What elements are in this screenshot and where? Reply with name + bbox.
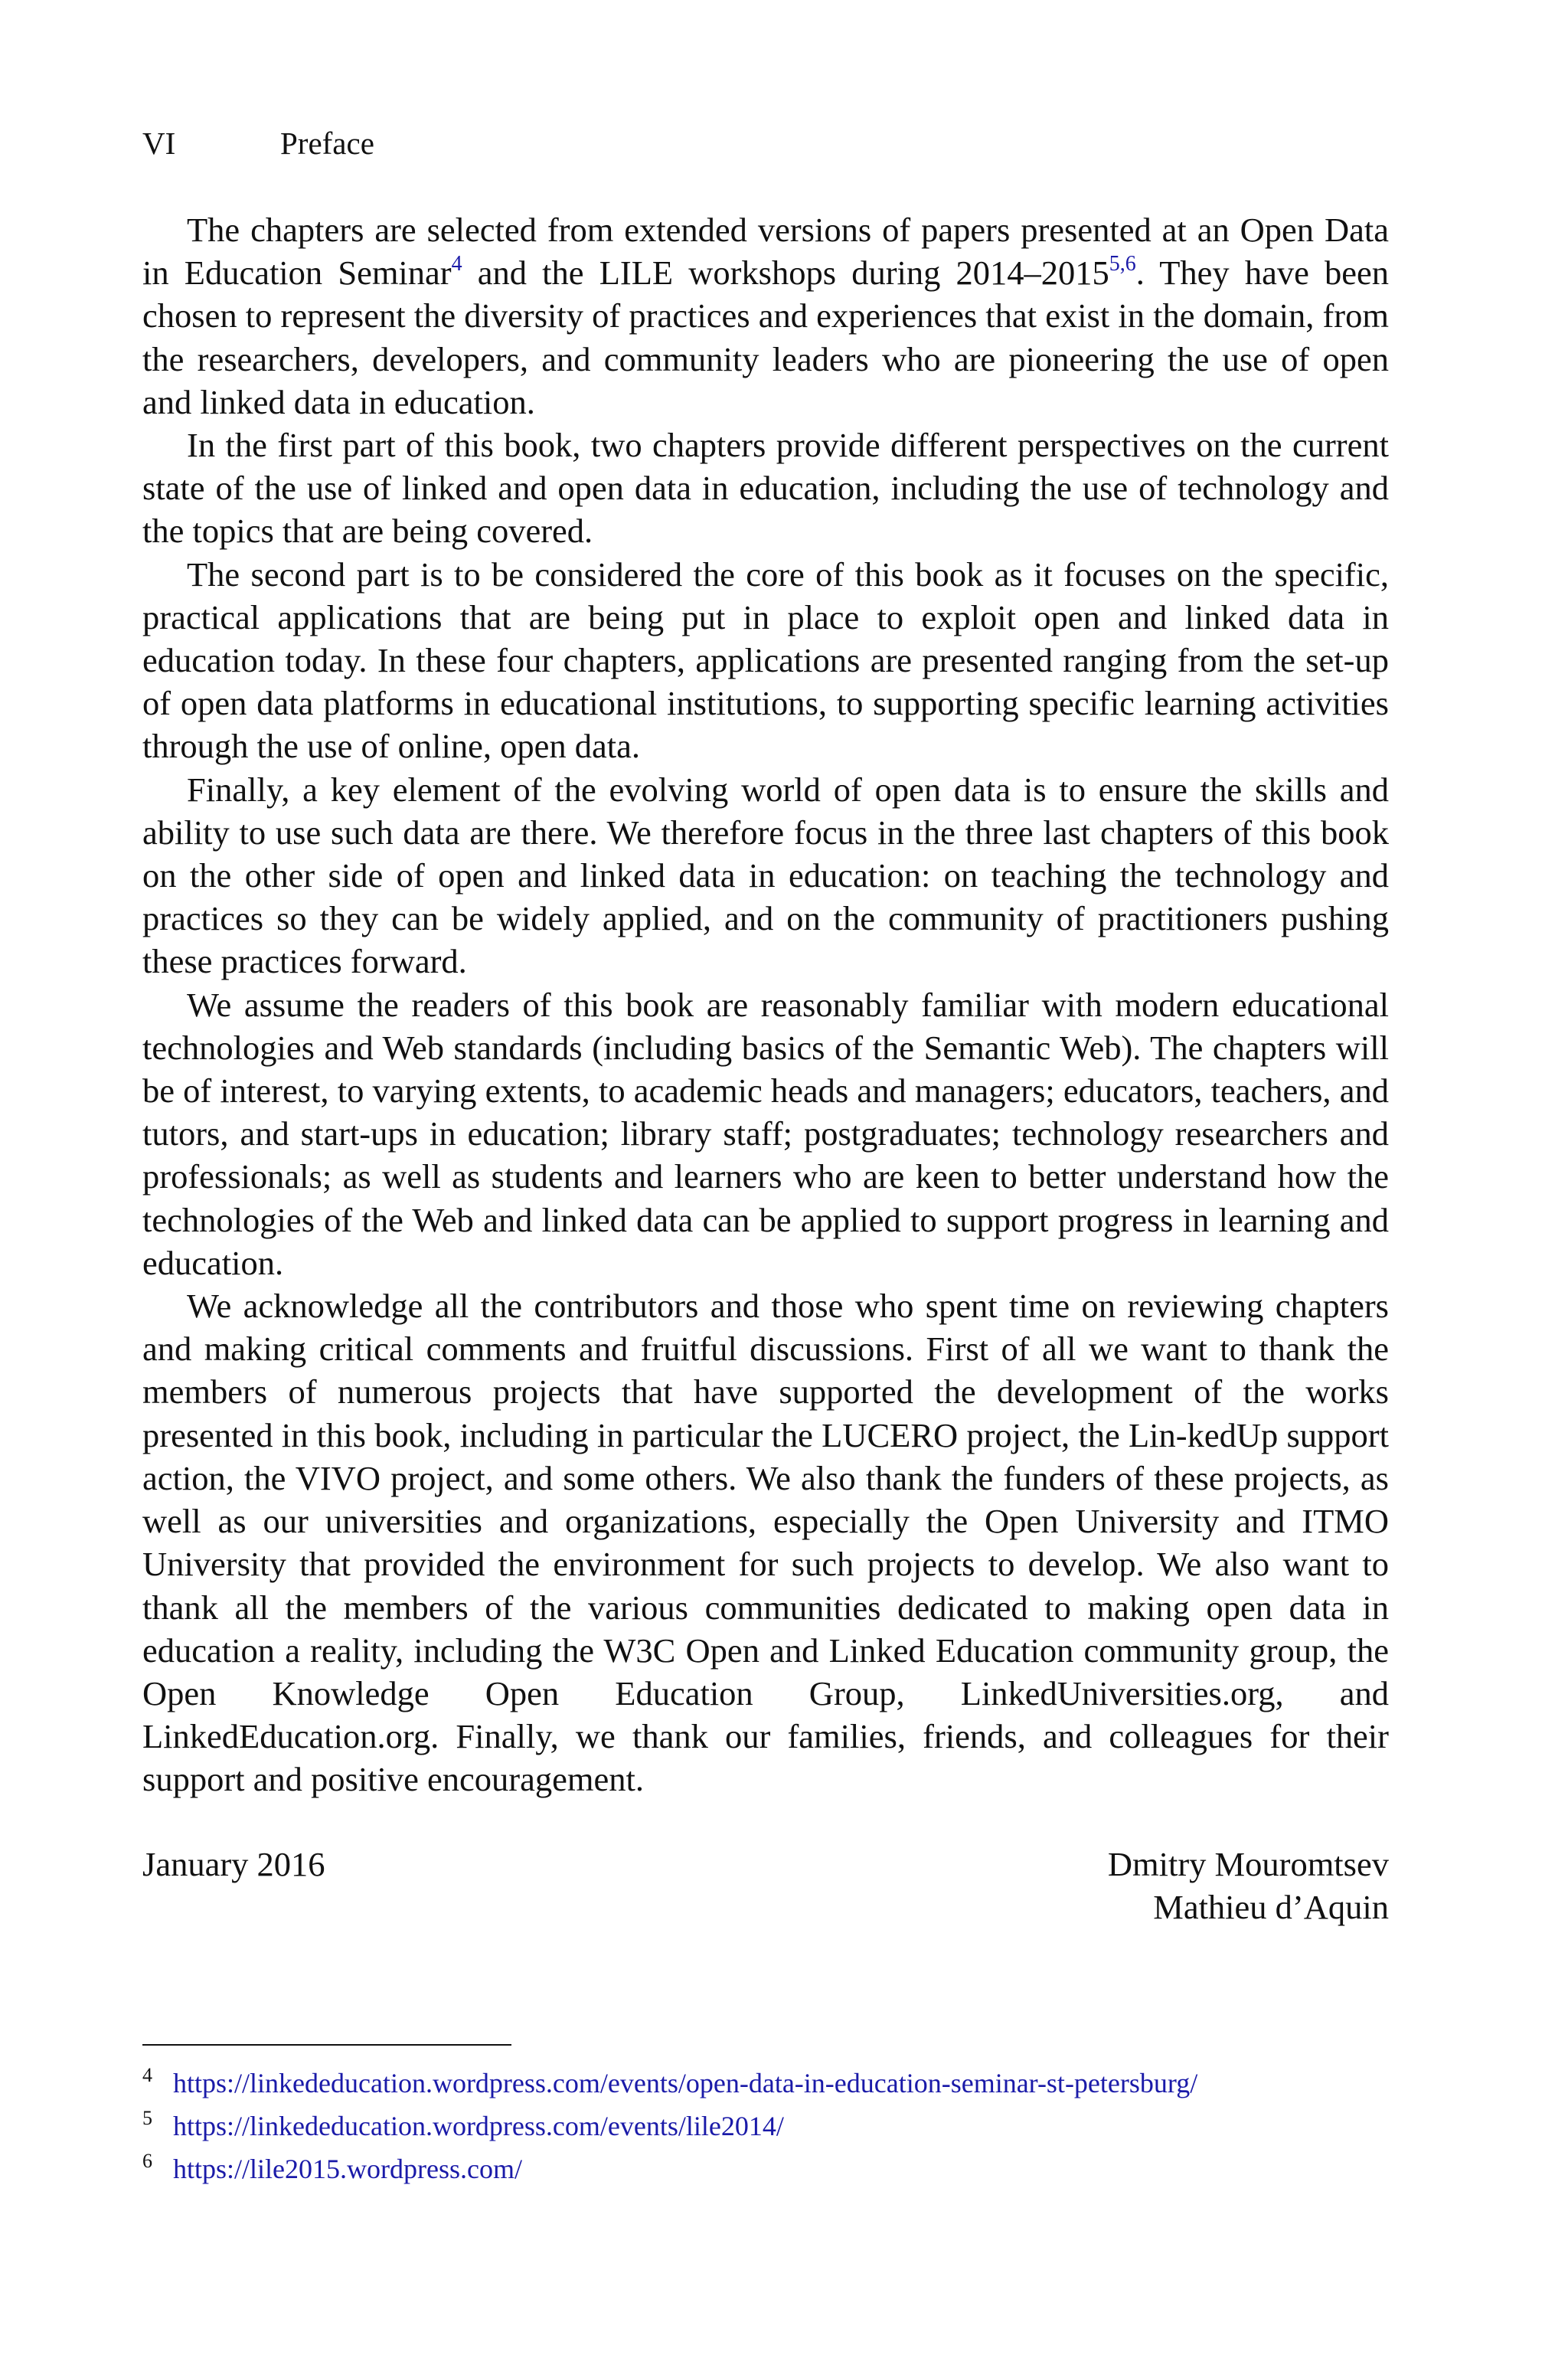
- paragraph-text: The chapters are selected from extended versions of papers presented at an Open Data in Education Seminar: [142, 211, 1389, 293]
- footnote-link[interactable]: https://linkededucation.wordpress.com/events/lile2014/: [173, 2111, 784, 2141]
- body-paragraph: [142, 424, 1389, 553]
- paragraph-text: We assume the readers of this book are reasonably familiar with modern educational technologies and Web standards (including basics of the Semantic Web). The chapters will be of interest, to varying extents, to academic heads and managers; educators, teachers, and tutors, and start-ups in education; library staff; postgraduates; technology researchers and professionals; as well as students and learners who are keen to better understand how the technologies of the Web and linked data can be applied to support progress in learning and education.: [142, 985, 1389, 1282]
- paragraph-text: The second part is to be considered the core of this book as it focuses on the specific, practical applications that are being put in place to exploit open and linked data in education today. In these four chapters, applications are presented ranging from the set-up of open data platforms in educational institutions, to supporting specific learning activities through the use of online, open data.: [142, 554, 1389, 766]
- footnote-ref-link[interactable]: 5,6: [1109, 252, 1136, 276]
- signature-date: January 2016: [142, 1845, 325, 1883]
- paragraph-text: In the first part of this book, two chapters provide different perspectives on the current state of the use of linked and open data in education, including the use of technology and the topics that are being covered.: [142, 426, 1389, 551]
- paragraph-text: . They have been chosen to represent the diversity of practices and experiences that exist in the domain, from the researchers, developers, and community leaders who are pioneering the use of open and linked data in education.: [142, 254, 1389, 421]
- footnote-ref: [452, 252, 462, 276]
- footnotes: [142, 2062, 1444, 2190]
- footnote-divider: [142, 2044, 511, 2046]
- body-paragraph: [142, 1284, 1389, 1801]
- body-paragraph: [142, 768, 1389, 983]
- preface-body: [142, 208, 1389, 1801]
- running-head: [142, 124, 374, 162]
- body-paragraph: [142, 983, 1389, 1284]
- footnote-link[interactable]: https://linkededucation.wordpress.com/events/open-data-in-education-seminar-st-petersburg/: [173, 2068, 1198, 2098]
- paragraph-text: We acknowledge all the contributors and those who spent time on reviewing chapters and making critical comments and fruitful discussions. First of all we want to thank the members of numerous projects that have supported the development of the works presented in this book, including in particular the LUCERO project, the Lin-kedUp support action, the VIVO project, and some others. We also thank the funders of these projects, as well as our universities and organizations, especially the Open University and ITMO University that provided the environment for such projects to develop. We also want to thank all the members of the various communities dedicated to making open data in education a reality, including the W3C Open and Linked Education community group, the Open Knowledge Open Education Group, LinkedUniversities.org, and LinkedEducation.org. Finally, we thank our families, friends, and colleagues for their support and positive encouragement.: [142, 1287, 1389, 1799]
- author-name: Dmitry Mouromtsev: [1107, 1845, 1389, 1883]
- author-name: Mathieu d’Aquin: [1153, 1888, 1389, 1927]
- paragraph-text: Finally, a key element of the evolving world of open data is to ensure the skills and ability to use such data are there. We therefore focus in the three last chapters of this book on the other side of open and linked data in education: on teaching the technology and practices so they can be widely applied, and on the community of practitioners pushing these practices forward.: [142, 770, 1389, 981]
- footnote-link[interactable]: https://lile2015.wordpress.com/: [173, 2154, 522, 2184]
- body-paragraph: [142, 208, 1389, 424]
- body-paragraph: [142, 553, 1389, 768]
- paragraph-text: and the LILE workshops during 2014–2015: [462, 254, 1109, 293]
- footnote-item: 5 https://linkededucation.wordpress.com/events/lile2014/: [142, 2107, 784, 2141]
- page-number: VI: [142, 126, 176, 161]
- footnote-ref-link[interactable]: 4: [451, 252, 462, 276]
- footnote-item: 4 https://linkededucation.wordpress.com/events/open-data-in-education-seminar-st-petersburg/: [142, 2064, 1198, 2098]
- signature-authors: [1108, 1843, 1389, 1928]
- section-title: Preface: [280, 126, 374, 161]
- footnote-item: 6 https://lile2015.wordpress.com/: [142, 2150, 522, 2184]
- footnote-ref: [1109, 252, 1136, 276]
